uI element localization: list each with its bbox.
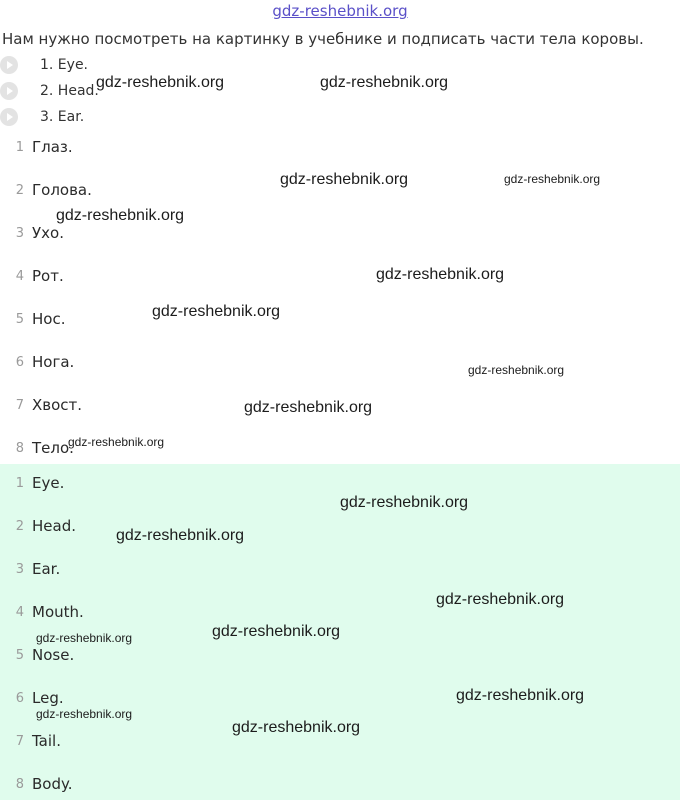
list-item [0,308,65,330]
watermark: gdz-reshebnik.org [340,494,469,511]
watermark: gdz-reshebnik.org [468,363,565,377]
item-number: 2 [15,182,24,198]
list-item [0,644,74,666]
site-title-link[interactable]: gdz-reshebnik.org [272,2,408,20]
list-item [0,437,74,459]
watermark: gdz-reshebnik.org [56,207,185,224]
watermark: gdz-reshebnik.org [504,172,601,186]
item-text: Body. [32,775,73,793]
watermark: gdz-reshebnik.org [320,74,449,91]
item-text: Nose. [32,646,75,664]
item-number: 2 [15,518,24,534]
item-number: 3 [15,225,24,241]
item-number: 4 [15,604,24,620]
watermark: gdz-reshebnik.org [376,266,505,283]
list-item [0,179,92,201]
watermark: gdz-reshebnik.org [68,435,165,449]
item-number: 5 [15,311,24,327]
item-number: 6 [15,354,24,370]
item-text: Tail. [32,732,61,750]
item-number: 7 [15,733,24,749]
item-text: Рот. [32,267,64,285]
list-item [0,687,64,709]
watermark: gdz-reshebnik.org [280,171,409,188]
list-item [0,222,64,244]
audio-item-label: 2. Head. [40,83,99,99]
list-item [0,515,76,537]
watermark: gdz-reshebnik.org [456,687,585,704]
watermark: gdz-reshebnik.org [152,303,281,320]
watermark: gdz-reshebnik.org [244,399,373,416]
audio-item [0,52,88,78]
watermark: gdz-reshebnik.org [212,623,341,640]
item-text: Голова. [32,181,92,199]
play-icon[interactable] [0,108,18,126]
play-icon[interactable] [0,82,18,100]
item-text: Head. [32,517,76,535]
watermark: gdz-reshebnik.org [96,74,225,91]
item-text: Mouth. [32,603,84,621]
list-item [0,558,60,580]
item-text: Хвост. [32,396,83,414]
item-text: Ухо. [32,224,64,242]
audio-item-label: 3. Ear. [40,109,85,125]
task-instruction: Нам нужно посмотреть на картинку в учебнике и подписать части тела коровы. [2,30,644,48]
watermark: gdz-reshebnik.org [116,527,245,544]
list-item [0,351,74,373]
item-text: Leg. [32,689,64,707]
item-text: Нога. [32,353,75,371]
item-number: 7 [15,397,24,413]
item-number: 3 [15,561,24,577]
audio-item-label: 1. Eye. [40,57,89,73]
audio-item [0,104,84,130]
item-text: Глаз. [32,138,73,156]
list-item [0,394,82,416]
list-item [0,601,84,623]
watermark: gdz-reshebnik.org [232,719,361,736]
watermark: gdz-reshebnik.org [36,631,133,645]
item-number: 1 [15,139,24,155]
list-item [0,136,73,158]
list-item [0,265,64,287]
watermark: gdz-reshebnik.org [436,591,565,608]
item-number: 8 [15,776,24,792]
item-number: 5 [15,647,24,663]
item-number: 1 [15,475,24,491]
list-item [0,730,61,752]
item-number: 8 [15,440,24,456]
list-item [0,472,64,494]
item-text: Нос. [32,310,66,328]
item-text: Eye. [32,474,65,492]
play-icon[interactable] [0,56,18,74]
list-item [0,773,73,795]
item-text: Ear. [32,560,61,578]
watermark: gdz-reshebnik.org [36,707,133,721]
audio-item [0,78,99,104]
item-number: 6 [15,690,24,706]
item-number: 4 [15,268,24,284]
item-text: Тело. [32,439,74,457]
